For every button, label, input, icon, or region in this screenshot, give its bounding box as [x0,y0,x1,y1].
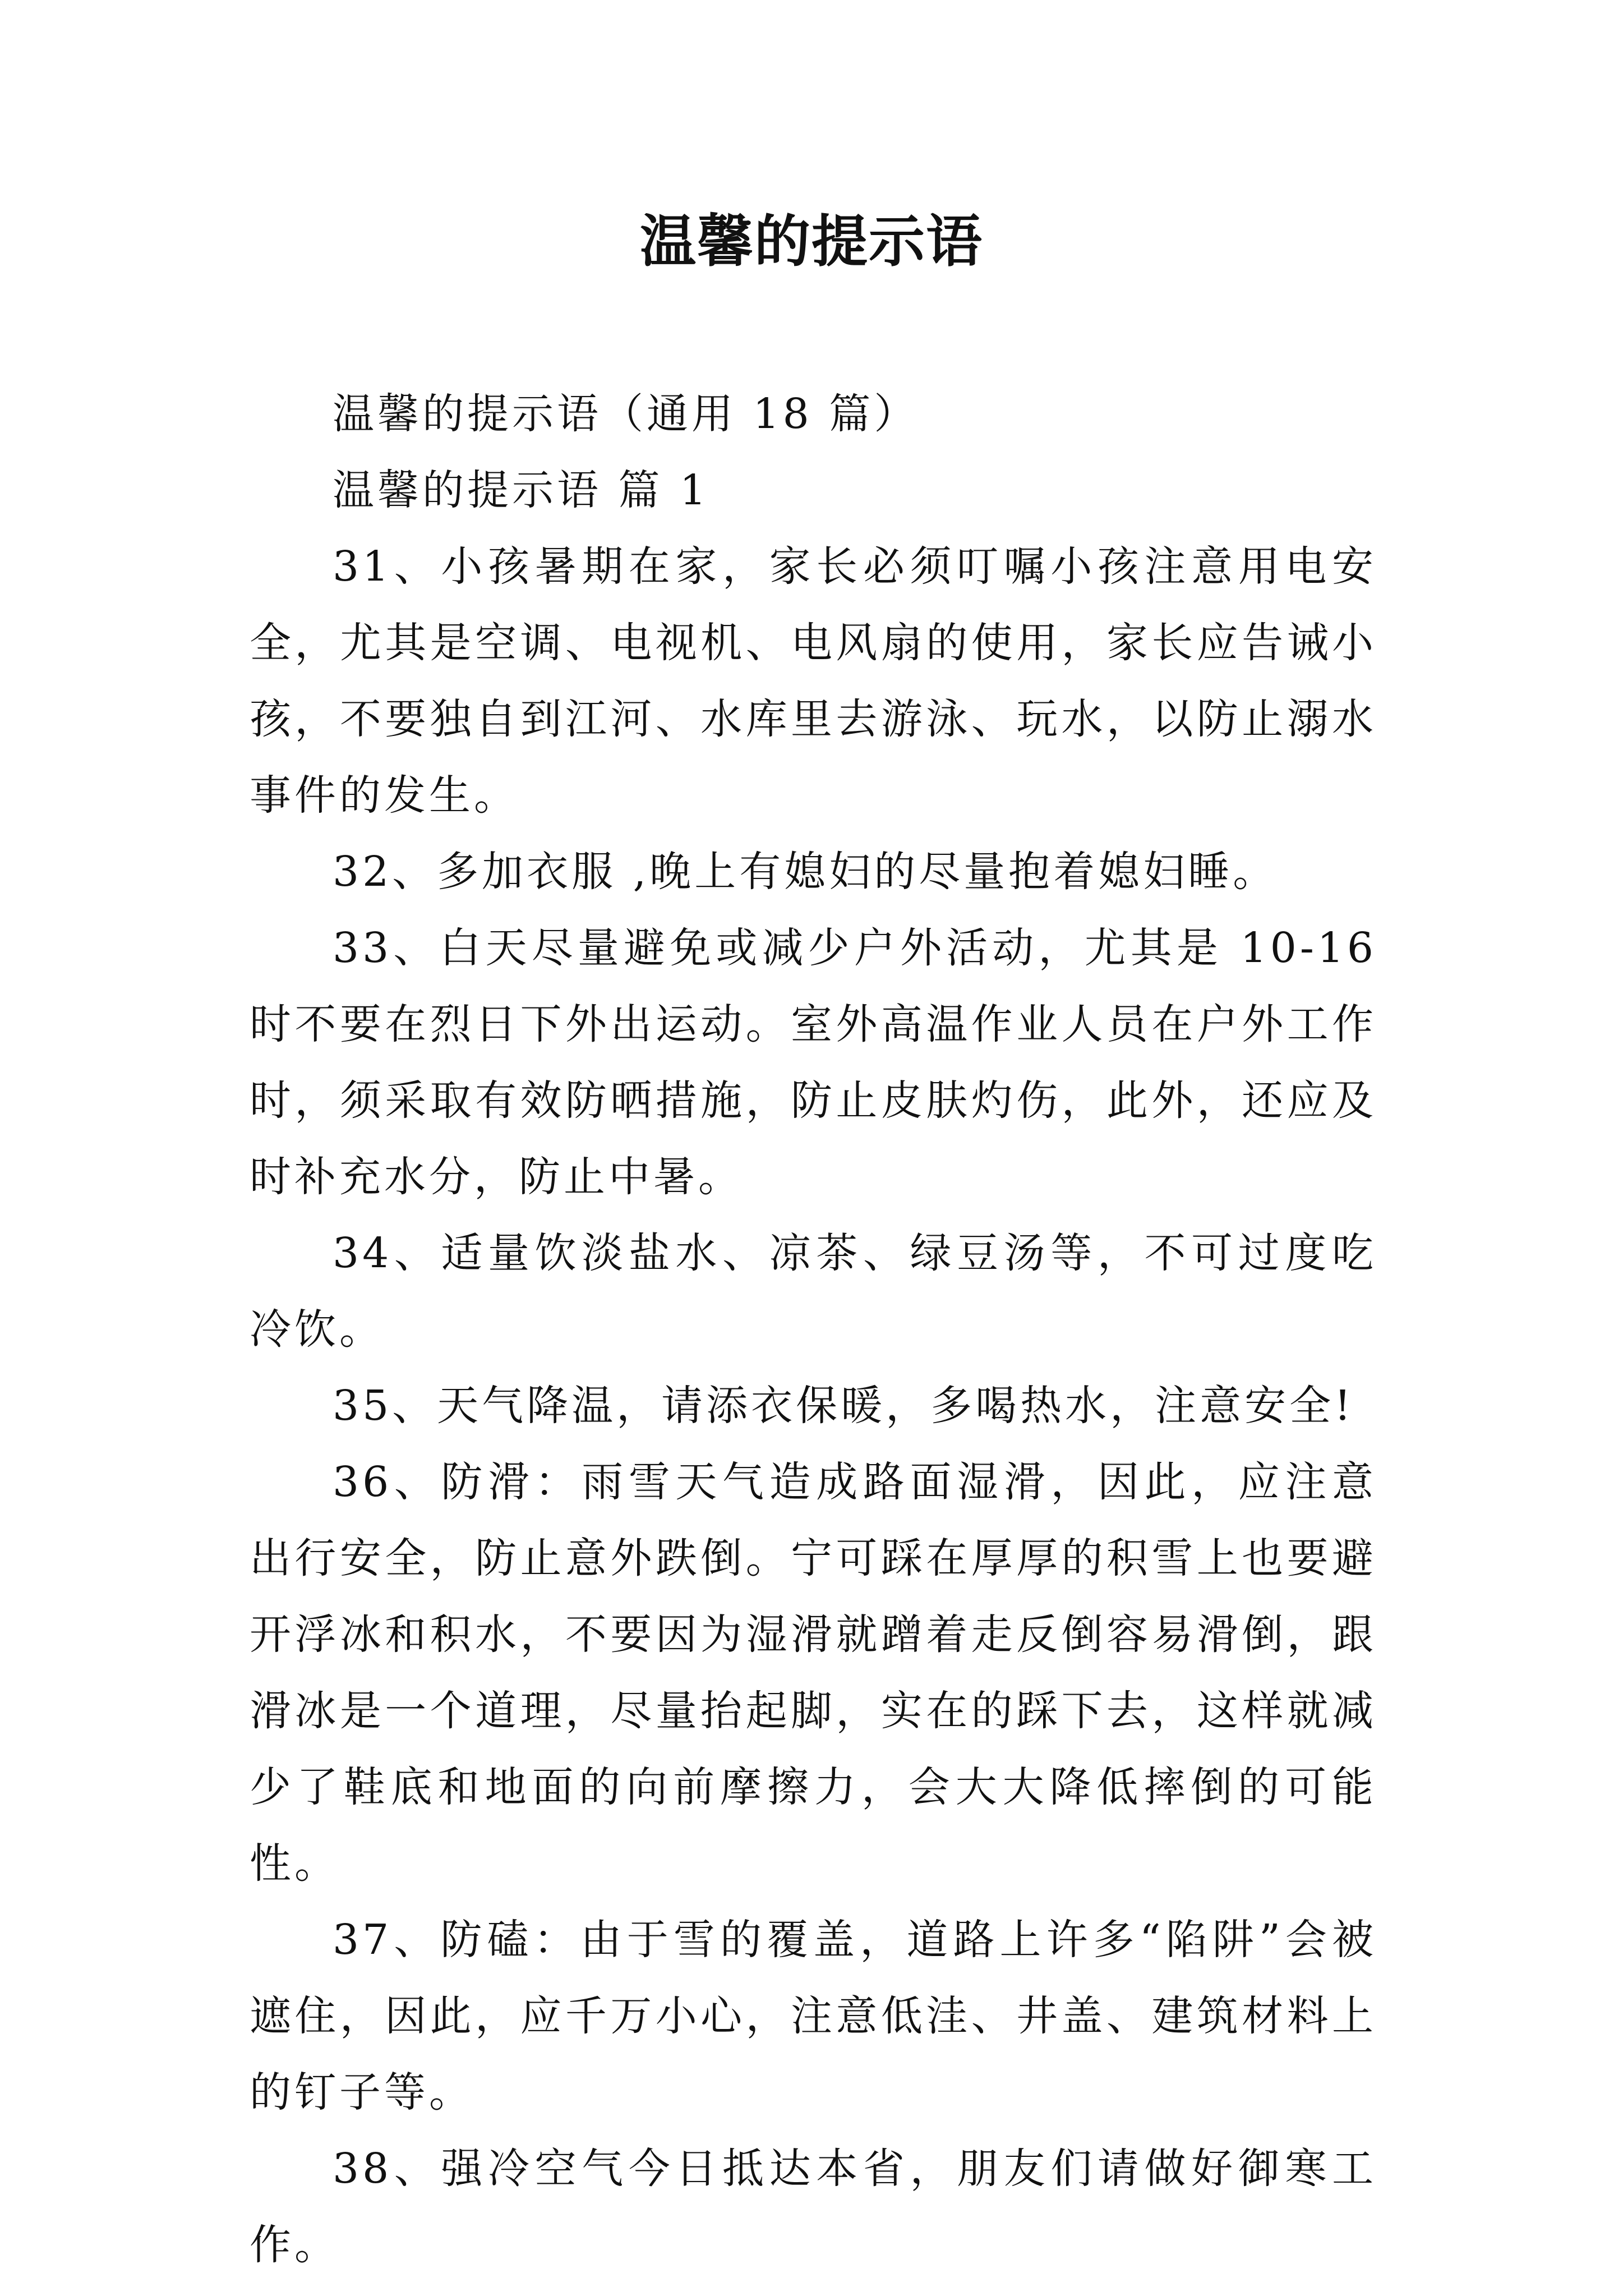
paragraph-item-32: 32、多加衣服 ,晚上有媳妇的尽量抱着媳妇睡。 [333,848,1278,896]
paragraph-item-35: 35、天气降温，请添衣保暖，多喝热水，注意安全! [333,1382,1354,1430]
paragraph-subtitle: 温馨的提示语（通用 18 篇） [333,390,919,438]
paragraph-item-38: 38、强冷空气今日抵达本省，朋友们请做好御寒工作。 [250,2145,1377,2269]
document-body [250,376,1377,2283]
paragraph-item-34: 34、适量饮淡盐水、凉茶、绿豆汤等，不可过度吃冷饮。 [250,1229,1377,1354]
paragraph-item-31: 31、小孩暑期在家，家长必须叮嘱小孩注意用电安全，尤其是空调、电视机、电风扇的使用，家长应告诫小孩，不要独自到江河、水库里去游泳、玩水，以防止溺水事件的发生。 [250,542,1377,820]
paragraph-item-33: 33、白天尽量避免或减少户外活动，尤其是 10-16 时不要在烈日下外出运动。室外高温作业人员在户外工作时，须采取有效防晒措施，防止皮肤灼伤，此外，还应及时补充水分，防止中暑。 [250,924,1377,1201]
document-title: 温馨的提示语 [640,208,983,274]
paragraph-item-36: 36、防滑：雨雪天气造成路面湿滑，因此，应注意出行安全，防止意外跌倒。宁可踩在厚厚的积雪上也要避开浮冰和积水，不要因为湿滑就蹭着走反倒容易滑倒，跟滑冰是一个道理，尽量抬起脚，实在的踩下去，这样就减少了鞋底和地面的向前摩擦力，会大大降低摔倒的可能性。 [250,1458,1377,1888]
paragraph-item-37: 37、防磕：由于雪的覆盖，道路上许多“陷阱”会被遮住，因此，应千万小心，注意低洼、井盖、建筑材料上的钉子等。 [250,1916,1377,2116]
paragraph-section-heading: 温馨的提示语 篇 1 [333,466,710,514]
